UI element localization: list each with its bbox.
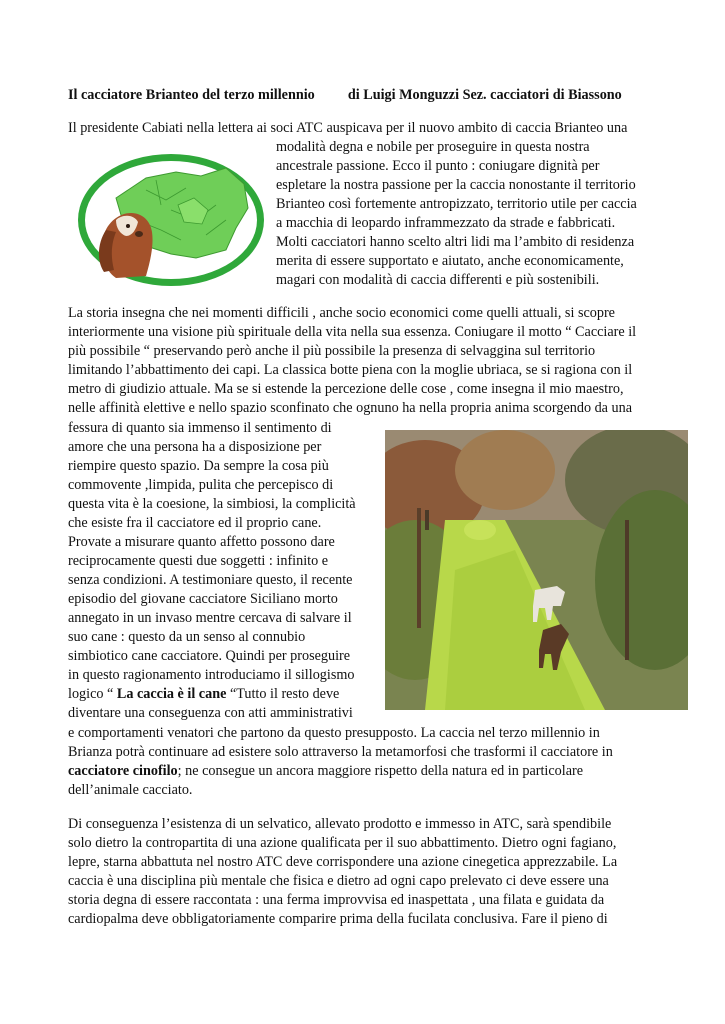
p2-line: senza condizioni. A testimoniare questo, il recente [68, 572, 353, 588]
p2-line: annegato in un invaso mentre cercava di salvare il [68, 610, 352, 626]
logic-suffix: “Tutto il resto deve [226, 686, 340, 702]
p2-line: dell’animale cacciato. [68, 782, 193, 798]
p1-line: Il presidente Cabiati nella lettera ai soci ATC auspicava per il nuovo ambito di caccia Brianteo una [68, 120, 628, 136]
logic-prefix: logico “ [68, 686, 117, 702]
p1-line: espletare la nostra passione per la caccia nonostante il territorio [276, 177, 636, 193]
hunting-dogs-photo [385, 430, 688, 710]
p2-line: La storia insegna che nei momenti difficili , anche socio economici come quelli attuali, si scopre [68, 305, 615, 321]
p2-line: riempire questo spazio. Da sempre la cosa più [68, 458, 329, 474]
p3-line: caccia è una disciplina più mentale che fisica e dietro ad ogni capo prelevato ci deve essere una [68, 873, 609, 889]
p2-line: che esiste fra il cacciatore ed il proprio cane. [68, 515, 322, 531]
p2-cino-line [68, 762, 583, 781]
p3-line: storia degna di essere raccontata : una ferma improvvisa ed inaspettata , una filata e guidata da [68, 892, 605, 908]
p2-line: suo cane : questo da un senso al connubio [68, 629, 306, 645]
p1-line: magari con modalità di caccia differenti e più sostenibili. [276, 272, 600, 288]
cino-bold: cacciatore cinofilo [68, 763, 178, 779]
p2-logic-line [68, 685, 339, 704]
p1-line: Molti cacciatori hanno scelto altri lidi ma l’ambito di residenza [276, 234, 635, 250]
document-title [68, 87, 622, 104]
p2-line: fessura di quanto sia immenso il sentimento di [68, 420, 332, 436]
p2-line: reciprocamente questi due soggetti : infinito e [68, 553, 329, 569]
p2-line: commovente ,limpida, pulita che percepisco di [68, 477, 334, 493]
p2-line: più possibile “ preservando però anche il più possibile la presenza di selvaggina sul territorio [68, 343, 596, 359]
p1-line: modalità degna e nobile per proseguire in questa nostra [276, 139, 590, 155]
p2-line: questa vita è la coesione, la simbiosi, la complicità [68, 496, 356, 512]
p2-line: episodio del giovane cacciatore Siciliano morto [68, 591, 338, 607]
logic-bold: La caccia è il cane [116, 686, 227, 702]
p3-line: cardiopalma deve obbligatoriamente comparire prima della fucilata conclusiva. Fare il pieno di [68, 911, 608, 927]
p2-line: in questo ragionamento introduciamo il sillogismo [68, 667, 355, 683]
p3-line: lepre, starna abbattuta nel nostro ATC deve corrispondere una azione cinegetica apprezzabile. La [68, 854, 618, 870]
cino-suffix: ; ne consegue un ancora maggiore rispetto della natura ed in particolare [177, 763, 584, 779]
p2-line: Provate a misurare quanto affetto possono dare [68, 534, 335, 550]
article-title: Il cacciatore Brianteo del terzo millennio [68, 87, 315, 103]
p2-line: Brianza potrà continuare ad esistere solo attraverso la metamorfosi che trasformi il cacciatore in [68, 744, 613, 760]
p2-line: metro di giudizio attuale. Ma se si estende la percezione delle cose , come insegna il mio maestro, [68, 381, 624, 397]
p2-line: simbiotico cane cacciatore. Quindi per proseguire [68, 648, 351, 664]
p2-line: interiormente una visione più spirituale della vita nella sua essenza. Coniugare il motto “ Cacciare il [68, 324, 637, 340]
p3-line: solo dietro la contropartita di una azione qualificata per il suo abbattimento. Dietro ogni fagiano, [68, 835, 617, 851]
p2-line: limitando l’abbattimento dei capi. La classica botte piena con la moglie ubriaca, se si ragiona con il [68, 362, 633, 378]
p3-line: Di conseguenza l’esistenza di un selvatico, allevato prodotto e immesso in ATC, sarà spendibile [68, 816, 612, 832]
p1-line: merita di essere supportato e aiutato, anche economicamente, [276, 253, 624, 269]
p2-line: nelle affinità elettive e nello spazio sconfinato che ognuno ha nella propria anima scorgendo da una [68, 400, 633, 416]
p1-line: a macchia di leopardo inframmezzato da strade e fabbricati. [276, 215, 616, 231]
map-dog-illustration [76, 150, 266, 290]
p1-line: ancestrale passione. Ecco il punto : coniugare dignità per [276, 158, 600, 174]
p2-line: diventare una conseguenza con atti amministrativi [68, 705, 353, 721]
author-line: di Luigi Monguzzi Sez. cacciatori di Biassono [347, 87, 622, 103]
p1-line: Brianteo così fortemente antropizzato, territorio utile per caccia [276, 196, 637, 212]
p2-line: amore che una persona ha a disposizione per [68, 439, 322, 455]
p2-line: e comportamenti venatori che partono da questo presupposto. La caccia nel terzo millennio in [68, 725, 600, 741]
